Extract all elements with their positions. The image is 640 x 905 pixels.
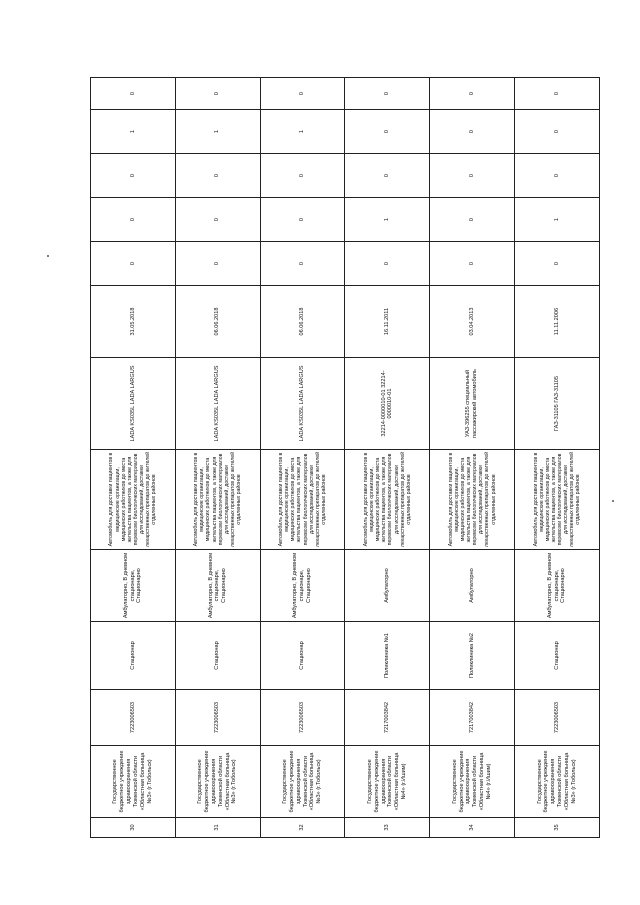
- count-cell: 0: [260, 78, 345, 110]
- organization-name: Государственное бюджетное учреждение здравоохранения Тюменской области «Областная больница №3» (г.Тобольск): [91, 746, 176, 818]
- vehicle-purpose: Автомобиль для доставки пациентов в медицинские организации, медицинских работников до места жительства пациентов, а также для перевозки биологических материалов для исследований, доставки лекарственных препаратов до жителей отдаленных районов: [515, 450, 600, 550]
- vehicle-purpose: Автомобиль для доставки пациентов в медицинские организации, медицинских работников до места жительства пациентов, а также для перевозки биологических материалов для исследований, доставки лекарственных препаратов до жителей отдаленных районов: [345, 450, 430, 550]
- count-cell: 0: [260, 242, 345, 286]
- organization-inn: 7217003842: [430, 690, 515, 746]
- vehicle-purpose: Автомобиль для доставки пациентов в медицинские организации, медицинских работников до места жительства пациентов, а также для перевозки биологических материалов для исследований, доставки лекарственных препаратов до жителей отдаленных районов: [175, 450, 260, 550]
- vehicle-model: LADA KS035L LADA LARGUS: [260, 358, 345, 450]
- count-cell: 0: [175, 198, 260, 242]
- vehicle-register-table: [90, 77, 600, 838]
- acquisition-date: 31.05.2018: [91, 286, 176, 358]
- count-cell: 0: [345, 154, 430, 198]
- row-number: 35: [515, 818, 600, 838]
- count-cell: 1: [91, 110, 176, 154]
- organization-inn: 7223006503: [260, 690, 345, 746]
- subdivision: Стационар: [260, 622, 345, 690]
- subdivision: Стационар: [91, 622, 176, 690]
- care-conditions: Амбулаторно: [345, 550, 430, 622]
- subdivision: Стационар: [515, 622, 600, 690]
- acquisition-date: 11.11.2006: [515, 286, 600, 358]
- row-number: 32: [260, 818, 345, 838]
- table-row: [430, 78, 515, 838]
- organization-name: Государственное бюджетное учреждение здравоохранения Тюменской области «Областная больница №3» (г.Тобольск): [515, 746, 600, 818]
- count-cell: 0: [260, 154, 345, 198]
- count-cell: 0: [515, 110, 600, 154]
- vehicle-model: 32214-0000010-01 32214-0000010-01: [345, 358, 430, 450]
- count-cell: 0: [175, 154, 260, 198]
- acquisition-date: 03.04.2013: [430, 286, 515, 358]
- count-cell: 0: [345, 78, 430, 110]
- count-cell: 1: [515, 198, 600, 242]
- organization-inn: 7223006503: [91, 690, 176, 746]
- scan-speck: [612, 500, 614, 502]
- acquisition-date: 16.11.2011: [345, 286, 430, 358]
- row-number: 34: [430, 818, 515, 838]
- table-row: [175, 78, 260, 838]
- organization-inn: 7217003842: [345, 690, 430, 746]
- organization-inn: 7223006503: [175, 690, 260, 746]
- table-row: [91, 78, 176, 838]
- count-cell: 0: [345, 242, 430, 286]
- count-cell: 0: [515, 154, 600, 198]
- organization-name: Государственное бюджетное учреждение здравоохранения Тюменской области «Областная больница №3» (г.Тобольск): [260, 746, 345, 818]
- table-row: [515, 78, 600, 838]
- table-row: [345, 78, 430, 838]
- count-cell: 0: [175, 78, 260, 110]
- vehicle-model: LADA KS035L LADA LARGUS: [175, 358, 260, 450]
- row-number: 31: [175, 818, 260, 838]
- count-cell: 1: [260, 110, 345, 154]
- count-cell: 0: [515, 78, 600, 110]
- count-cell: 0: [430, 154, 515, 198]
- organization-inn: 7223006503: [515, 690, 600, 746]
- table-row: [260, 78, 345, 838]
- count-cell: 0: [345, 110, 430, 154]
- count-cell: 0: [91, 242, 176, 286]
- row-number: 33: [345, 818, 430, 838]
- count-cell: 0: [430, 78, 515, 110]
- count-cell: 0: [91, 154, 176, 198]
- subdivision: Поликлиника №1: [345, 622, 430, 690]
- vehicle-purpose: Автомобиль для доставки пациентов в медицинские организации, медицинских работников до места жительства пациентов, а также для перевозки биологических материалов для исследований, доставки лекарственных препаратов до жителей отдаленных районов: [430, 450, 515, 550]
- vehicle-purpose: Автомобиль для доставки пациентов в медицинские организации, медицинских работников до места жительства пациентов, а также для перевозки биологических материалов для исследований, доставки лекарственных препаратов до жителей отдаленных районов: [260, 450, 345, 550]
- organization-name: Государственное бюджетное учреждение здравоохранения Тюменской области «Областная больница №4» (г.Ишим): [345, 746, 430, 818]
- count-cell: 0: [515, 242, 600, 286]
- care-conditions: Амбулаторно, В дневном стационаре, Стационарно: [515, 550, 600, 622]
- subdivision: Поликлиника №2: [430, 622, 515, 690]
- row-number: 30: [91, 818, 176, 838]
- care-conditions: Амбулаторно, В дневном стационаре, Стационарно: [91, 550, 176, 622]
- count-cell: 0: [91, 198, 176, 242]
- acquisition-date: 06.06.2018: [175, 286, 260, 358]
- count-cell: 0: [91, 78, 176, 110]
- organization-name: Государственное бюджетное учреждение здравоохранения Тюменской области «Областная больница №4» (г.Ишим): [430, 746, 515, 818]
- care-conditions: Амбулаторно: [430, 550, 515, 622]
- vehicle-model: LADA KS035L LADA LARGUS: [91, 358, 176, 450]
- scan-speck: [47, 255, 49, 257]
- count-cell: 0: [175, 242, 260, 286]
- count-cell: 0: [430, 198, 515, 242]
- vehicle-model: УАЗ-396255 специальный пассажирский автомобиль: [430, 358, 515, 450]
- count-cell: 0: [260, 198, 345, 242]
- vehicle-model: ГАЗ-31105 ГАЗ-31105: [515, 358, 600, 450]
- organization-name: Государственное бюджетное учреждение здравоохранения Тюменской области «Областная больница №3» (г.Тобольск): [175, 746, 260, 818]
- vehicle-purpose: Автомобиль для доставки пациентов в медицинские организации, медицинских работников до места жительства пациентов, а также для перевозки биологических материалов для исследований, доставки лекарственных препаратов до жителей отдаленных районов: [91, 450, 176, 550]
- care-conditions: Амбулаторно, В дневном стационаре, Стационарно: [175, 550, 260, 622]
- count-cell: 1: [175, 110, 260, 154]
- care-conditions: Амбулаторно, В дневном стационаре, Стационарно: [260, 550, 345, 622]
- acquisition-date: 06.06.2018: [260, 286, 345, 358]
- count-cell: 0: [430, 242, 515, 286]
- count-cell: 0: [430, 110, 515, 154]
- rotated-table-wrapper: [90, 78, 600, 838]
- count-cell: 1: [345, 198, 430, 242]
- subdivision: Стационар: [175, 622, 260, 690]
